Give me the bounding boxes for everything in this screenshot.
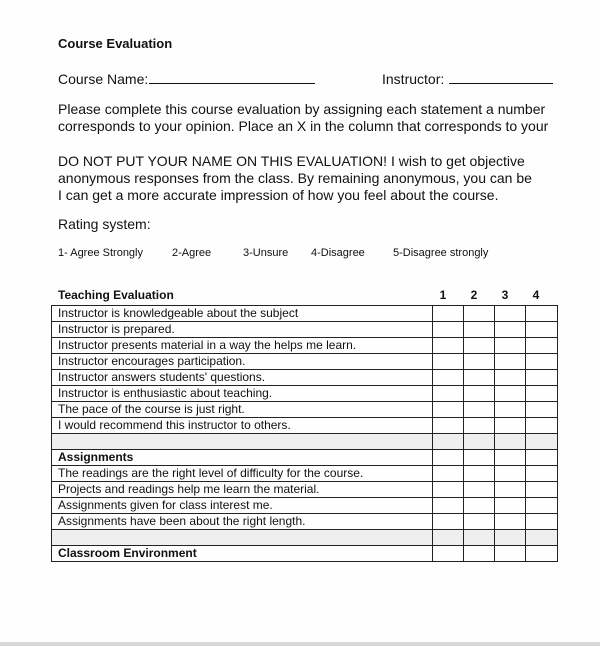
table-row	[52, 306, 558, 322]
rating-cell-1[interactable]	[433, 402, 464, 418]
row-statement: Assignments given for class interest me.	[52, 498, 433, 514]
spacer-cell	[495, 530, 526, 546]
table-row	[52, 322, 558, 338]
rating-cell-1[interactable]	[433, 498, 464, 514]
rating-cell-2[interactable]	[464, 498, 495, 514]
instructor-field	[382, 69, 553, 87]
rating-cell-3[interactable]	[495, 498, 526, 514]
rating-cell-3	[495, 450, 526, 466]
instructions-line-1: Please complete this course evaluation by assigning each statement a number	[58, 101, 546, 117]
table-row	[52, 370, 558, 386]
section-heading: Assignments	[52, 450, 433, 466]
rating-option-5: 5-Disagree strongly	[393, 247, 489, 259]
section-row-assignments	[52, 450, 558, 466]
anonymity-paragraph	[58, 153, 532, 204]
rating-cell-4	[526, 546, 558, 562]
rating-cell-3[interactable]	[495, 354, 526, 370]
instructor-label: Instructor:	[382, 71, 445, 87]
spacer-cell	[52, 434, 433, 450]
table-row	[52, 418, 558, 434]
instructor-blank[interactable]	[449, 69, 553, 84]
rating-option-4: 4-Disagree	[311, 247, 365, 259]
page-title: Course Evaluation	[58, 36, 173, 51]
rating-cell-3[interactable]	[495, 514, 526, 530]
row-statement: Instructor answers students' questions.	[52, 370, 433, 386]
anonymity-line-3: I can get a more accurate impression of how you feel about the course.	[58, 187, 499, 203]
rating-cell-1[interactable]	[433, 354, 464, 370]
rating-cell-3[interactable]	[495, 322, 526, 338]
table-row	[52, 482, 558, 498]
spacer-cell	[526, 434, 558, 450]
rating-cell-3[interactable]	[495, 482, 526, 498]
column-header-3: 3	[501, 288, 509, 302]
course-name-blank[interactable]	[149, 69, 315, 84]
row-statement: Instructor encourages participation.	[52, 354, 433, 370]
rating-cell-1[interactable]	[433, 466, 464, 482]
table-row	[52, 514, 558, 530]
rating-cell-1[interactable]	[433, 370, 464, 386]
row-statement: Instructor presents material in a way the helps me learn.	[52, 338, 433, 354]
spacer-cell	[52, 530, 433, 546]
section-heading: Classroom Environment	[52, 546, 433, 562]
rating-cell-2[interactable]	[464, 322, 495, 338]
rating-cell-2[interactable]	[464, 402, 495, 418]
rating-cell-4[interactable]	[526, 402, 558, 418]
rating-cell-3[interactable]	[495, 466, 526, 482]
rating-cell-2[interactable]	[464, 418, 495, 434]
course-name-label: Course Name:	[58, 71, 149, 87]
rating-option-2: 2-Agree	[172, 247, 212, 259]
instructions-paragraph	[58, 101, 548, 135]
evaluation-table	[51, 305, 558, 562]
rating-cell-4[interactable]	[526, 322, 558, 338]
spacer-cell	[464, 530, 495, 546]
table-row	[52, 338, 558, 354]
rating-cell-2[interactable]	[464, 338, 495, 354]
row-statement: Projects and readings help me learn the material.	[52, 482, 433, 498]
rating-option-1: 1- Agree Strongly	[58, 247, 143, 259]
teaching-evaluation-heading: Teaching Evaluation	[58, 288, 174, 302]
rating-cell-1[interactable]	[433, 418, 464, 434]
rating-cell-1[interactable]	[433, 306, 464, 322]
table-row	[52, 386, 558, 402]
rating-cell-3	[495, 546, 526, 562]
row-statement: Instructor is prepared.	[52, 322, 433, 338]
column-header-4: 4	[532, 288, 540, 302]
rating-cell-2[interactable]	[464, 370, 495, 386]
spacer-cell	[526, 530, 558, 546]
rating-cell-2[interactable]	[464, 386, 495, 402]
anonymity-line-2: anonymous responses from the class. By remaining anonymous, you can be	[58, 170, 532, 186]
instructions-line-2: corresponds to your opinion. Place an X in the column that corresponds to your	[58, 118, 549, 134]
rating-cell-2[interactable]	[464, 514, 495, 530]
rating-cell-3[interactable]	[495, 338, 526, 354]
rating-cell-1[interactable]	[433, 322, 464, 338]
spacer-cell	[495, 434, 526, 450]
row-statement: The pace of the course is just right.	[52, 402, 433, 418]
rating-cell-4[interactable]	[526, 354, 558, 370]
rating-cell-4[interactable]	[526, 418, 558, 434]
table-row	[52, 402, 558, 418]
rating-cell-1[interactable]	[433, 482, 464, 498]
rating-cell-4[interactable]	[526, 370, 558, 386]
rating-cell-4[interactable]	[526, 306, 558, 322]
row-statement: Instructor is enthusiastic about teaching.	[52, 386, 433, 402]
rating-system-heading: Rating system:	[58, 216, 151, 232]
rating-cell-1	[433, 546, 464, 562]
column-header-1: 1	[439, 288, 447, 302]
section-row-classroom-environment	[52, 546, 558, 562]
spacer-cell	[433, 434, 464, 450]
row-statement: Assignments have been about the right length.	[52, 514, 433, 530]
row-statement: Instructor is knowledgeable about the subject	[52, 306, 433, 322]
rating-cell-2[interactable]	[464, 482, 495, 498]
rating-cell-3[interactable]	[495, 306, 526, 322]
rating-cell-1[interactable]	[433, 514, 464, 530]
rating-cell-1[interactable]	[433, 338, 464, 354]
rating-cell-2[interactable]	[464, 466, 495, 482]
rating-cell-2	[464, 450, 495, 466]
rating-cell-4[interactable]	[526, 498, 558, 514]
spacer-row	[52, 530, 558, 546]
rating-cell-4[interactable]	[526, 514, 558, 530]
anonymity-line-1: DO NOT PUT YOUR NAME ON THIS EVALUATION! I wish to get objective	[58, 153, 525, 169]
spacer-row	[52, 434, 558, 450]
spacer-cell	[464, 434, 495, 450]
row-statement: I would recommend this instructor to others.	[52, 418, 433, 434]
rating-cell-2	[464, 546, 495, 562]
rating-cell-1	[433, 450, 464, 466]
rating-cell-4	[526, 450, 558, 466]
rating-cell-1[interactable]	[433, 386, 464, 402]
row-statement: The readings are the right level of difficulty for the course.	[52, 466, 433, 482]
table-row	[52, 498, 558, 514]
column-header-2: 2	[470, 288, 478, 302]
rating-cell-4[interactable]	[526, 386, 558, 402]
page-bottom-edge	[0, 642, 600, 646]
table-row	[52, 466, 558, 482]
rating-cell-3[interactable]	[495, 418, 526, 434]
rating-cell-2[interactable]	[464, 306, 495, 322]
rating-cell-4[interactable]	[526, 482, 558, 498]
spacer-cell	[433, 530, 464, 546]
rating-cell-3[interactable]	[495, 370, 526, 386]
rating-cell-4[interactable]	[526, 338, 558, 354]
rating-option-3: 3-Unsure	[243, 247, 289, 259]
rating-cell-3[interactable]	[495, 386, 526, 402]
rating-cell-4[interactable]	[526, 466, 558, 482]
table-row	[52, 354, 558, 370]
rating-cell-2[interactable]	[464, 354, 495, 370]
course-name-field	[58, 69, 315, 87]
rating-cell-3[interactable]	[495, 402, 526, 418]
